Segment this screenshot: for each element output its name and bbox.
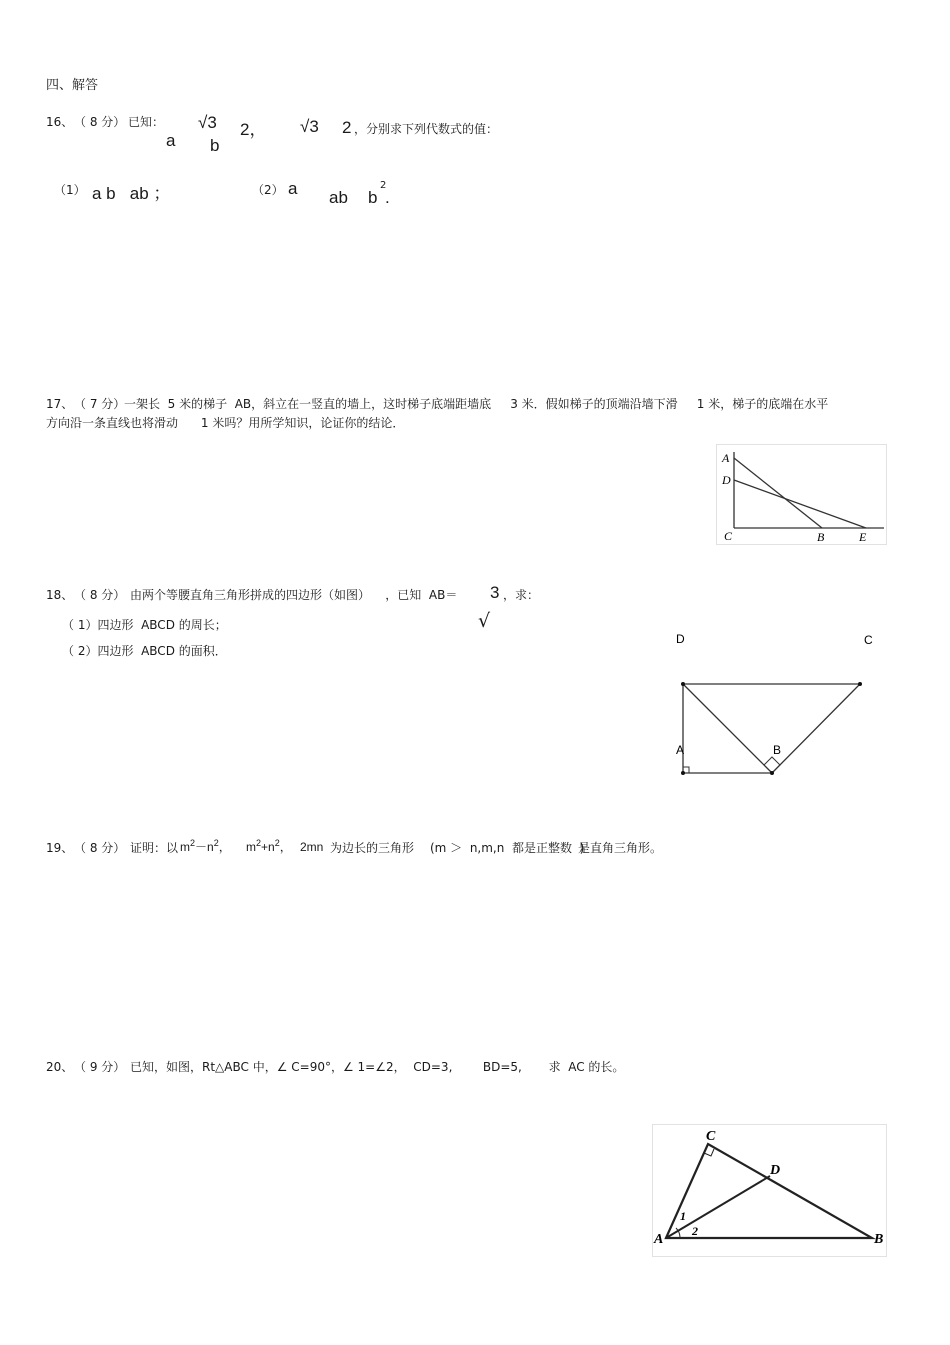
label-e: E: [859, 530, 867, 544]
q19-tail: 是直角三角形。: [578, 841, 663, 855]
label-c: C: [724, 529, 733, 543]
point-a: [681, 771, 685, 775]
segment-ad: [666, 1176, 770, 1238]
q18-sub1: （ 1）四边形 ABCD 的周长；: [62, 618, 227, 632]
q16-part1-label: （1）: [54, 183, 86, 197]
q19-score: （ 8 分）: [74, 841, 126, 855]
q20-triangle-figure: [652, 1124, 888, 1258]
q16-part2-label: （2）: [252, 183, 284, 197]
q16-part2-b: b: [368, 188, 378, 207]
point-b: [770, 771, 774, 775]
label-b: B: [773, 743, 782, 757]
ladder-ab: [734, 458, 822, 528]
q16-tail: ，分别求下列代数式的值：: [354, 122, 499, 136]
right-angle-b: [764, 757, 780, 773]
label-angle-2: 2: [692, 1224, 698, 1238]
q16-sqrt-a: √3: [198, 113, 217, 132]
quadrilateral-edges: [683, 684, 860, 773]
q16-const-a: 2，: [240, 120, 267, 139]
label-b: B: [874, 1232, 884, 1247]
label-angle-1: 1: [680, 1209, 686, 1223]
q18-score: （ 8 分）: [74, 588, 126, 602]
q16-sqrt-b: √3: [300, 117, 319, 136]
q19-term2: $m^2+n^2$，: [246, 838, 292, 854]
q17-number: 17、: [46, 397, 74, 411]
q20-text: 已知，如图，Rt△ABC 中，∠ C=90°，∠ 1=∠2， CD=3, BD=5, 求 AC 的长。: [130, 1060, 625, 1074]
q19-mid: 为边长的三角形: [330, 841, 415, 855]
q18-tail: ，求：: [503, 588, 540, 602]
q19-number: 19、: [46, 841, 74, 855]
q18-surd-icon: √: [478, 610, 491, 632]
label-d: D: [770, 1163, 781, 1178]
q16-score: （ 8 分）: [74, 115, 126, 129]
q18-number: 18、: [46, 588, 74, 602]
q19-term3: 2mn: [300, 840, 324, 854]
label-c: C: [864, 633, 873, 647]
q17-line1: 一架长 5 米的梯子 AB，斜立在一竖直的墙上，这时梯子底端距墙底 3 米．假如梯子的顶端沿墙下滑 1 米，梯子的底端在水平: [124, 397, 829, 411]
q18-quadrilateral-figure: [664, 626, 884, 786]
q16-var-b: b: [210, 136, 220, 155]
point-c: [858, 682, 862, 686]
q18-value: 3: [490, 583, 500, 602]
q20-number: 20、: [46, 1060, 74, 1074]
q18-sub2: （ 2）四边形 ABCD 的面积．: [62, 644, 227, 658]
q19-lead: 证明：以: [130, 841, 179, 855]
point-d: [681, 682, 685, 686]
q16-part2-exponent: 2: [380, 180, 387, 191]
q16-number: 16、: [46, 115, 74, 129]
q20-score: （ 9 分）: [74, 1060, 126, 1074]
q16-const-b: 2: [342, 118, 352, 137]
q16-part2-end: .: [385, 188, 390, 207]
q19-term1: $m^2-n^2$，: [180, 838, 231, 854]
label-a: A: [722, 451, 730, 465]
label-a: A: [676, 743, 685, 757]
label-c: C: [706, 1129, 716, 1144]
section-heading: 四、解答: [46, 78, 99, 93]
q16-part2-ab: ab: [329, 188, 348, 207]
ladder-de: [734, 480, 866, 528]
label-d: D: [722, 473, 731, 487]
q17-line2: 方向沿一条直线也将滑动 1 米吗？用所学知识，论证你的结论．: [46, 416, 405, 430]
q17-ladder-figure: [716, 444, 888, 546]
q17-score: （ 7 分）: [74, 397, 126, 411]
q18-text: 由两个等腰直角三角形拼成的四边形（如图） ，已知 AB＝: [130, 588, 458, 602]
q19-condition: (m ＞ n,m,n 都是正整数 ): [430, 841, 585, 855]
q16-part2-a: a: [288, 179, 298, 198]
label-d: D: [676, 632, 685, 646]
q16-var-a: a: [166, 131, 176, 150]
q16-part1-expr: a b ab ；: [92, 184, 171, 203]
label-a: A: [654, 1232, 664, 1247]
label-b: B: [817, 530, 825, 544]
q16-lead: 已知：: [128, 115, 165, 129]
